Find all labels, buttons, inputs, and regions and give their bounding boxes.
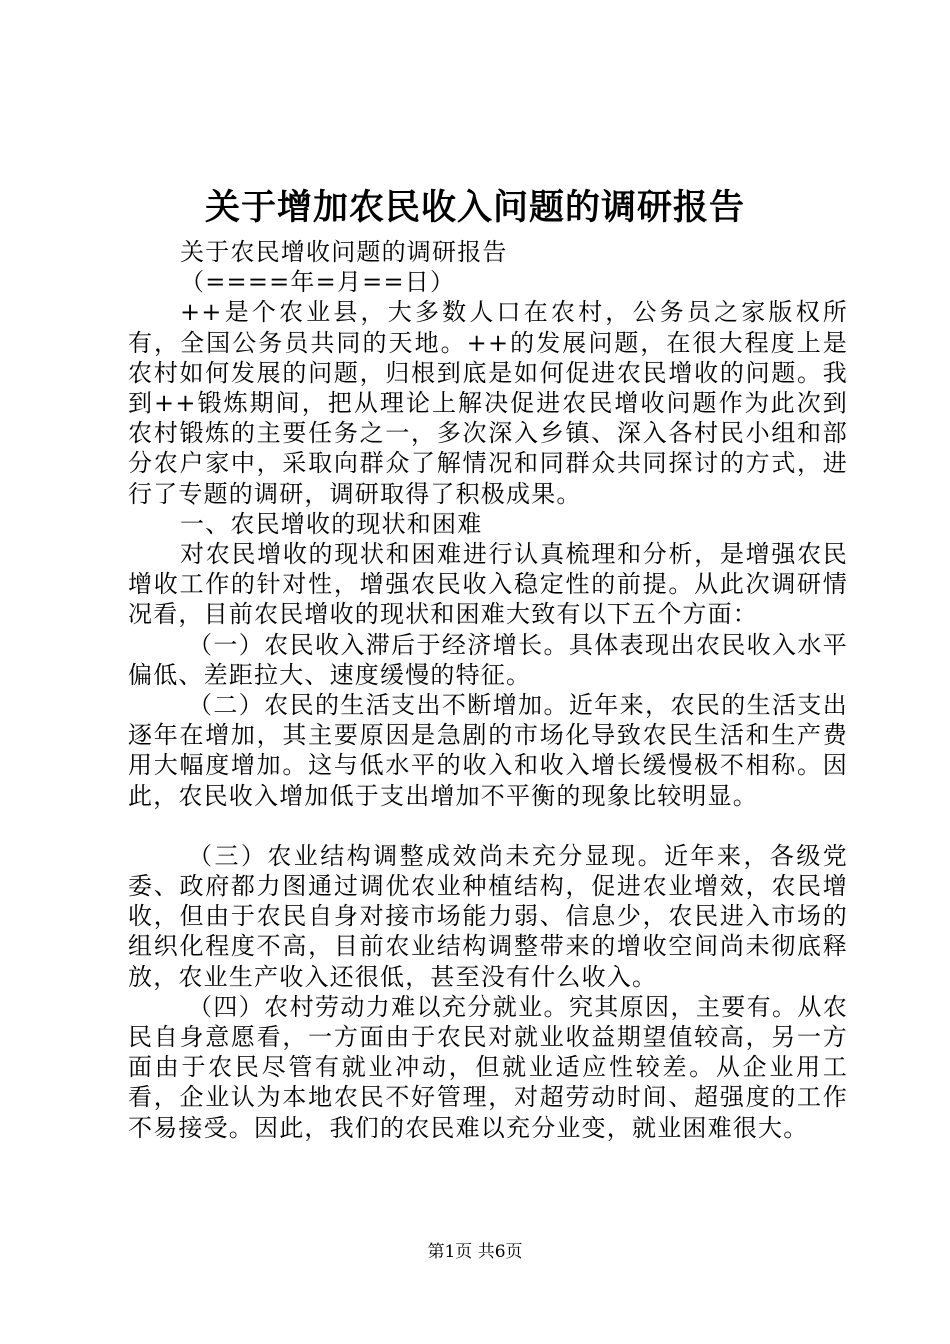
paragraph-item-4: （四）农村劳动力难以充分就业。究其原因，主要有。从农民自身意愿看，一方面由于农民对就业收益期望值较高，另一方面由于农民尽管有就业冲动，但就业适应性较差。从企业用工看，企业认为本地农民不好管理，对超劳动时间、超强度的工作不易接受。因此，我们的农民难以充分业变，就业困难很大。	[128, 992, 848, 1142]
section-heading-1: 一、农民增收的现状和困难	[180, 509, 483, 538]
paragraph-intro: ++是个农业县，大多数人口在农村，公务员之家版权所有，全国公务员共同的天地。++的发展问题，在很大程度上是农村如何发展的问题，归根到底是如何促进农民增收的问题。我到++锻炼期间，把从理论上解决促进农民增收问题作为此次到农村锻炼的主要任务之一，多次深入乡镇、深入各村民小组和部分农户家中，采取向群众了解情况和同群众共同探讨的方式，进行了专题的调研，调研取得了积极成果。	[128, 298, 848, 508]
document-body	[128, 237, 848, 1143]
blank-line	[128, 811, 848, 841]
paragraph-item-3: （三）农业结构调整成效尚未充分显现。近年来，各级党委、政府都力图通过调优农业种植结构，促进农业增效，农民增收，但由于农民自身对接市场能力弱、信息少，农民进入市场的组织化程度不高，目前农业结构调整带来的增收空间尚未彻底释放，农业生产收入还很低，甚至没有什么收入。	[128, 841, 848, 991]
paragraph-item-1: （一）农民收入滞后于经济增长。具体表现出农民收入水平偏低、差距拉大、速度缓慢的特征。	[128, 630, 848, 689]
paragraph-section-1: 对农民增收的现状和困难进行认真梳理和分析，是增强农民增收工作的针对性，增强农民收入稳定性的前提。从此次调研情况看，目前农民增收的现状和困难大致有以下五个方面：	[128, 540, 848, 629]
document-title: 关于增加农民收入问题的调研报告	[204, 187, 745, 228]
date-line: （====年=月==日）	[180, 268, 456, 297]
paragraph-item-2: （二）农民的生活支出不断增加。近年来，农民的生活支出逐年在增加，其主要原因是急剧的市场化导致农民生活和生产费用大幅度增加。这与低水平的收入和收入增长缓慢极不相称。因此，农民收入增加低于支出增加不平衡的现象比较明显。	[128, 691, 848, 810]
page-number-footer: 第1页 共6页	[427, 1242, 523, 1262]
subtitle: 关于农民增收问题的调研报告	[180, 238, 508, 266]
